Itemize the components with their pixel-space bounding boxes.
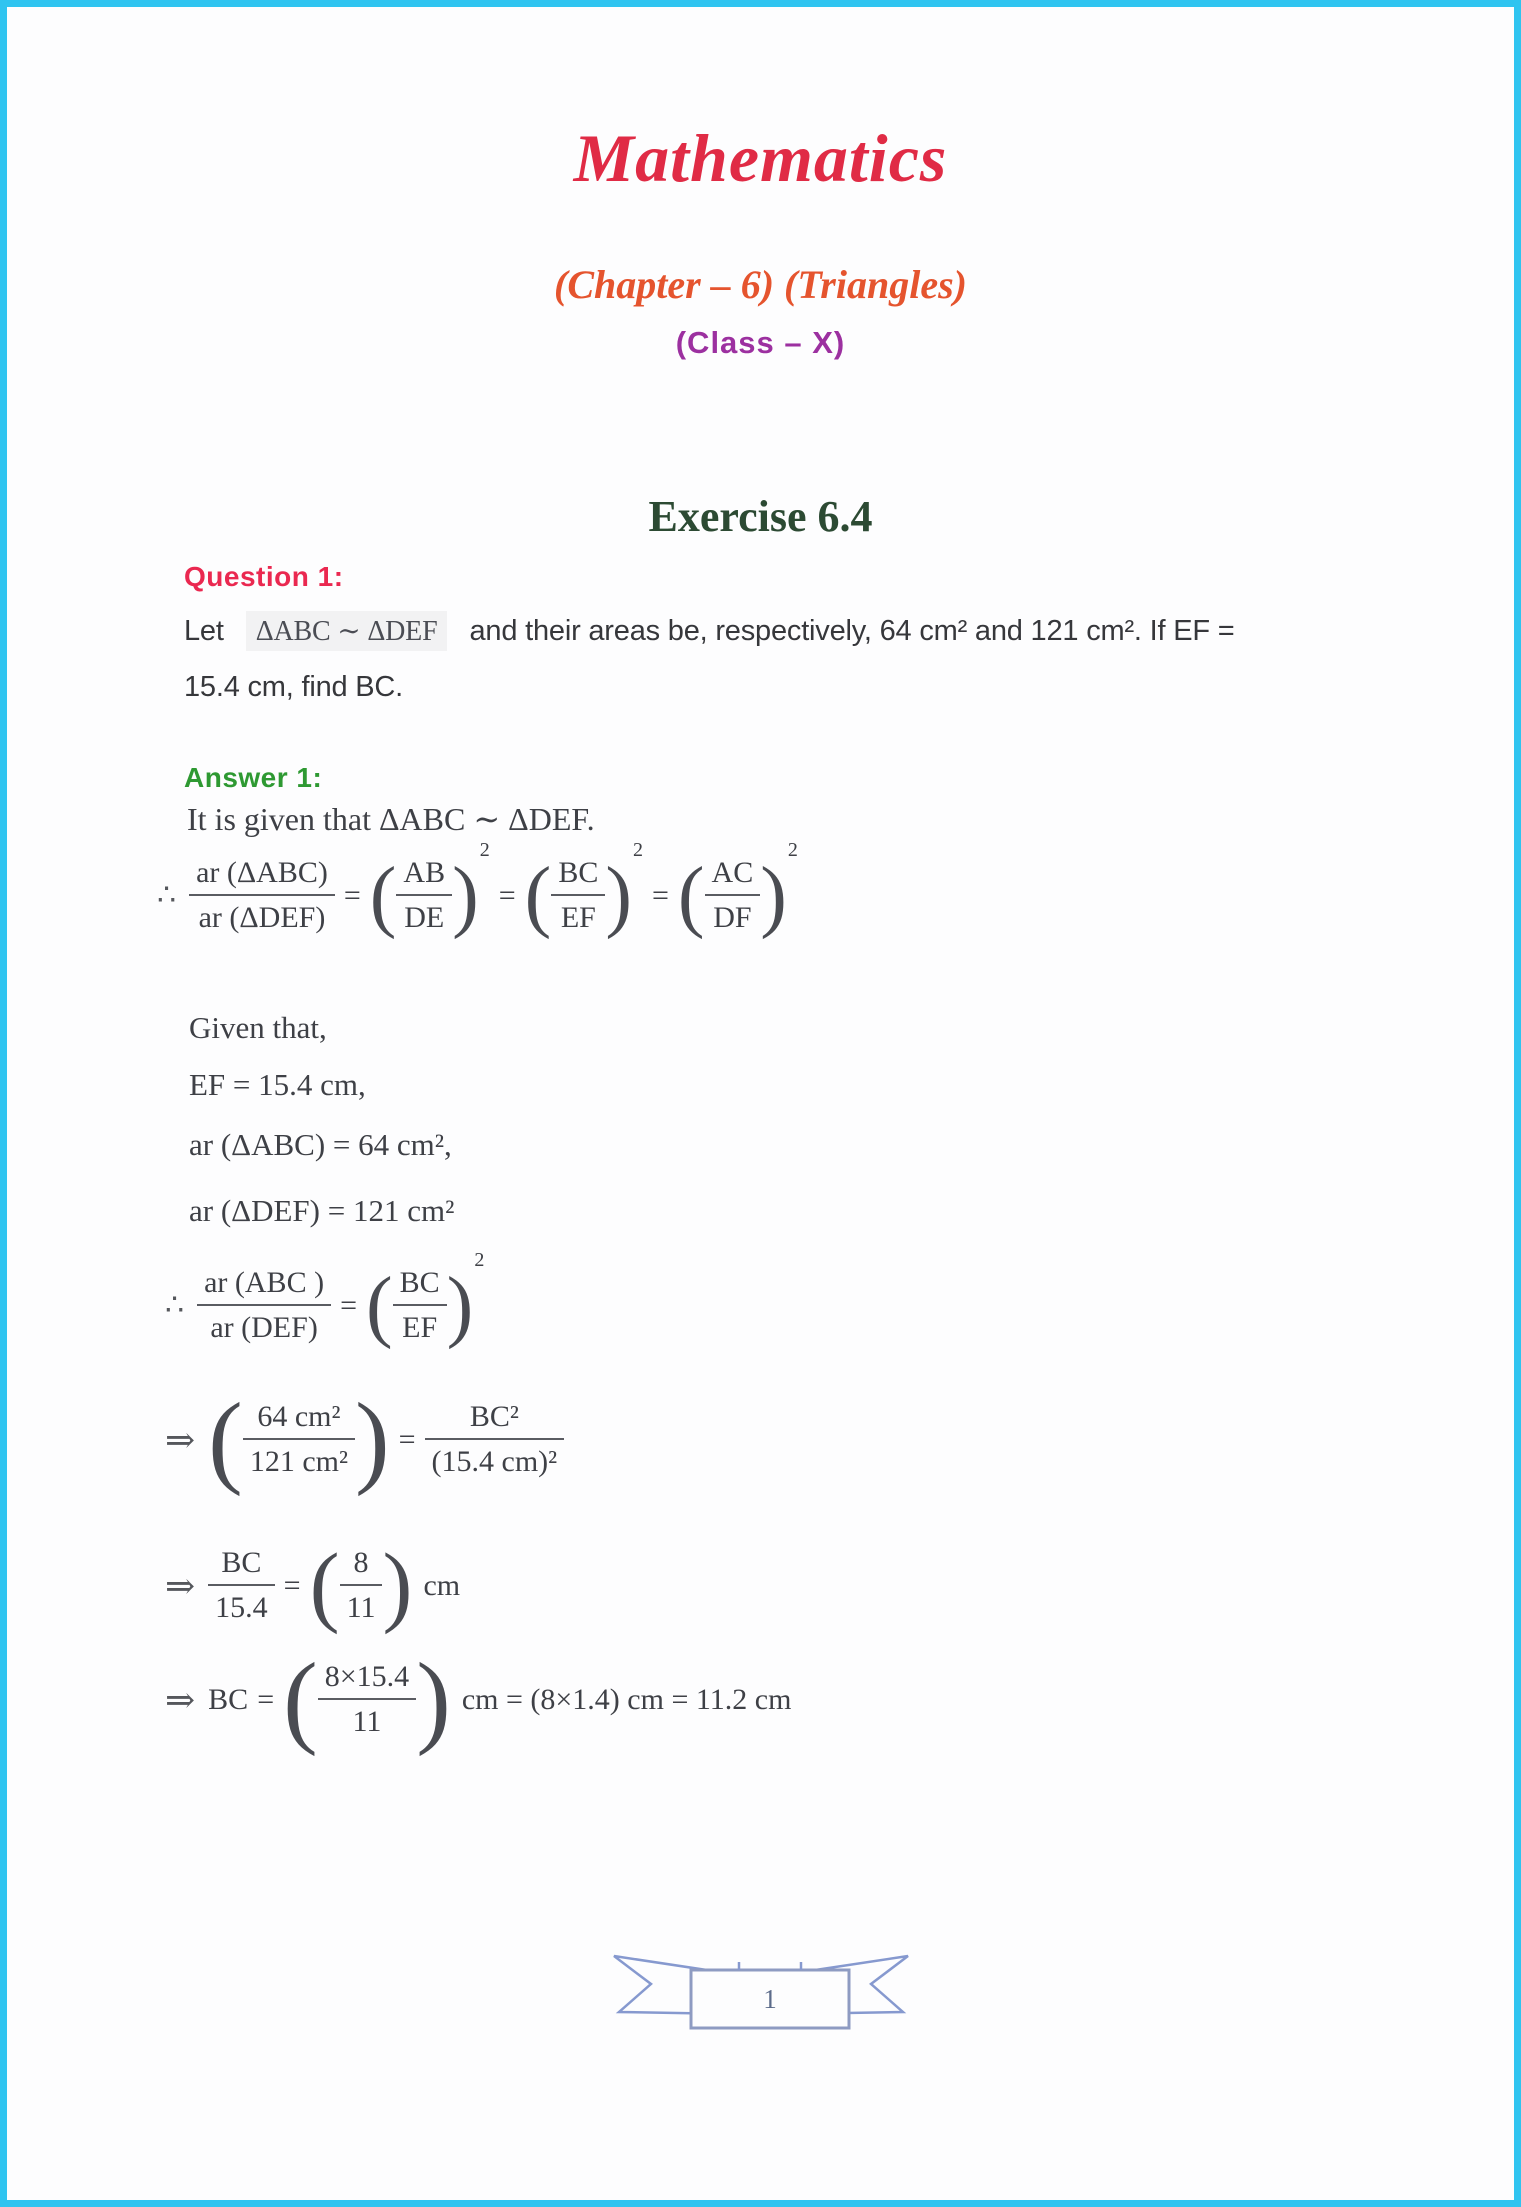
fraction-64-121 <box>243 1399 355 1480</box>
exponent: 2 <box>474 1249 485 1271</box>
close-paren: ) <box>605 851 632 940</box>
close-paren: ) <box>760 851 787 940</box>
implies-symbol: ⇒ <box>165 1565 196 1606</box>
parenthesized-area-fraction <box>208 1381 390 1497</box>
chapter-subtitle: (Chapter – 6) (Triangles) <box>554 262 967 307</box>
unit-label: cm <box>423 1568 461 1602</box>
fraction-denominator: DE <box>396 894 452 936</box>
equation-ratio-bc-ef <box>165 1249 485 1350</box>
exercise-heading: Exercise 6.4 <box>648 492 873 541</box>
question-rest: and their areas be, respectively, 64 cm² and 121 cm². If EF = <box>469 614 1235 647</box>
parenthesized-8-11 <box>309 1535 413 1635</box>
fraction-numerator: ar (ABC ) <box>204 1266 325 1299</box>
page-number: 1 <box>762 1984 777 2014</box>
fraction-bc-ef <box>551 855 605 936</box>
fraction-denominator: (15.4 cm)² <box>425 1438 565 1480</box>
fraction-denominator: ar (DEF) <box>197 1304 331 1346</box>
document-title: Mathematics <box>573 120 948 196</box>
exponent: 2 <box>632 839 643 861</box>
fraction-numerator: ar (ΔABC) <box>196 856 328 889</box>
exponent: 2 <box>787 839 798 861</box>
question-lead: Let <box>184 614 224 647</box>
implies-symbol: ⇒ <box>165 1679 196 1720</box>
fraction-8-11 <box>340 1545 383 1626</box>
parenthesized-product <box>283 1641 451 1757</box>
question-label: Question 1: <box>184 561 344 592</box>
given-statement: Given that, <box>189 1010 327 1045</box>
given-area-abc: ar (ΔABC) = 64 cm², <box>189 1127 452 1162</box>
fraction-ac-df <box>705 855 761 936</box>
exponent: 2 <box>479 839 490 861</box>
given-area-def: ar (ΔDEF) = 121 cm² <box>189 1193 455 1228</box>
equation-area-ratio <box>157 839 798 940</box>
close-paren: ) <box>416 1641 451 1757</box>
equals-sign: = <box>398 1422 416 1456</box>
fraction-denominator: 11 <box>340 1584 383 1626</box>
fraction-bc-squared <box>425 1399 565 1480</box>
similarity-formula: ΔABC ∼ ΔDEF <box>246 611 448 651</box>
fraction-numerator: BC <box>558 856 599 889</box>
page-number-ribbon <box>611 1950 911 2038</box>
fraction-areas <box>189 855 335 936</box>
fraction-numerator: 8 <box>353 1546 369 1579</box>
fraction-numerator: BC <box>399 1266 440 1299</box>
fraction-numerator: AC <box>711 856 754 889</box>
close-paren: ) <box>446 1261 474 1350</box>
therefore-symbol: ∴ <box>157 879 177 912</box>
bc-term: BC <box>208 1682 249 1716</box>
fraction-denominator: 11 <box>318 1698 416 1740</box>
fraction-denominator: 15.4 <box>208 1584 275 1626</box>
open-paren: ( <box>283 1641 318 1757</box>
fraction-denominator: 121 cm² <box>243 1438 355 1480</box>
equals-sign: = <box>343 878 361 912</box>
equation-final-result <box>165 1641 792 1757</box>
question-text-line2: 15.4 cm, find BC. <box>184 671 404 703</box>
question-text-line1 <box>184 611 1234 651</box>
equals-sign: = <box>283 1568 301 1602</box>
fraction-denominator: ar (ΔDEF) <box>189 894 335 936</box>
fraction-denominator: EF <box>393 1304 447 1346</box>
fraction-numerator: BC² <box>469 1400 519 1433</box>
fraction-numerator: BC <box>221 1546 262 1579</box>
open-paren: ( <box>208 1381 243 1497</box>
equation-substitute-values <box>165 1381 564 1497</box>
squared-ratio-ac-df <box>677 839 798 940</box>
fraction-numerator: AB <box>403 856 446 889</box>
implies-symbol: ⇒ <box>165 1419 196 1460</box>
equals-sign: = <box>340 1288 357 1322</box>
equation-bc-over-154 <box>165 1535 461 1635</box>
fraction-numerator: 8×15.4 <box>324 1660 410 1693</box>
answer-intro: It is given that ΔABC ∼ ΔDEF. <box>187 801 595 837</box>
given-ef-value: EF = 15.4 cm, <box>189 1067 366 1102</box>
fraction-bc-ef <box>393 1265 447 1346</box>
squared-ratio-bc-ef <box>366 1249 485 1350</box>
open-paren: ( <box>369 851 397 940</box>
open-paren: ( <box>309 1535 340 1635</box>
squared-ratio-ab-de <box>369 839 490 940</box>
close-paren: ) <box>452 851 479 940</box>
fraction-ab-de <box>396 855 452 936</box>
fraction-denominator: DF <box>705 894 761 936</box>
class-line: (Class – X) <box>675 325 846 360</box>
fraction-numerator: 64 cm² <box>257 1400 341 1433</box>
answer-label: Answer 1: <box>184 762 323 793</box>
fraction-product-11 <box>318 1659 416 1740</box>
open-paren: ( <box>677 851 705 940</box>
fraction-areas <box>197 1265 331 1346</box>
open-paren: ( <box>524 851 552 940</box>
equals-sign: = <box>498 878 516 912</box>
equals-sign: = <box>651 878 669 912</box>
therefore-symbol: ∴ <box>165 1289 185 1322</box>
squared-ratio-bc-ef <box>524 839 643 940</box>
close-paren: ) <box>382 1535 413 1635</box>
equals-sign: = <box>257 1682 275 1716</box>
fraction-bc-154 <box>208 1545 275 1626</box>
open-paren: ( <box>366 1261 393 1350</box>
close-paren: ) <box>354 1381 390 1497</box>
result-text: cm = (8×1.4) cm = 11.2 cm <box>461 1682 792 1716</box>
fraction-denominator: EF <box>551 894 605 936</box>
